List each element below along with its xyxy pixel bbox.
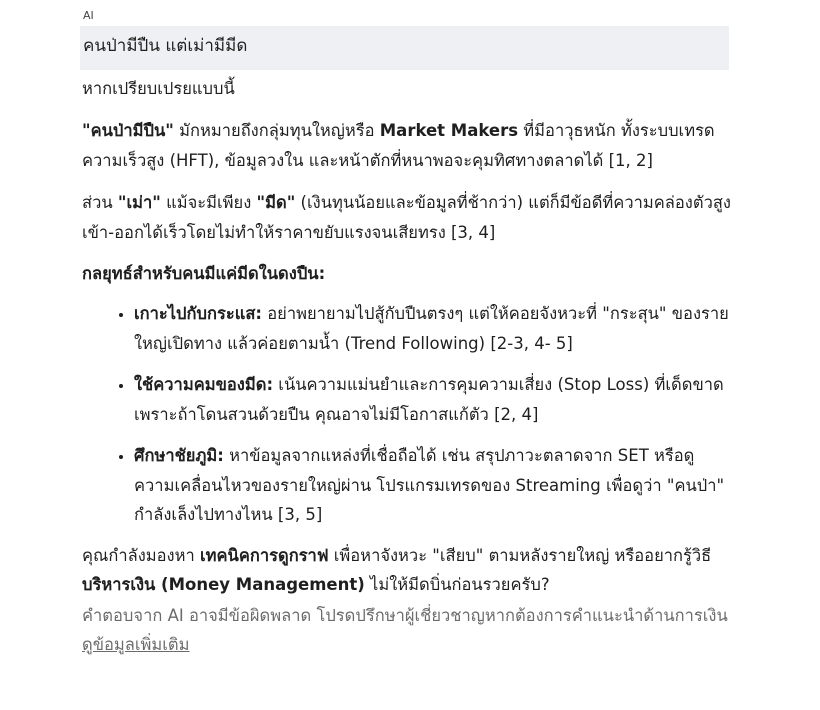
more-info-link[interactable]: ดูข้อมูลเพิ่มเติม [82, 634, 190, 654]
user-query-text: คนป่ามีปืน แต่เม่ามีมีด [83, 36, 248, 56]
ai-disclaimer [82, 601, 732, 659]
strategy-heading: กลยุทธ์สำหรับคนมีแค่มีดในดงปืน: [82, 264, 326, 283]
bold-term: "มีด" [256, 193, 296, 212]
list-item [134, 441, 732, 530]
paragraph-text: ส่วน [82, 193, 118, 212]
list-item [134, 299, 732, 358]
paragraph-text: ที่มีอาวุธหนัก ทั้งระบบเทรดความเร็วสูง (HFT), ข้อมูลวงใน และหน้าตักที่หนาพอจะคุมทิศทางตลาดได้ [1, 2] [82, 121, 715, 170]
closing-question [82, 541, 732, 599]
bold-term: "คนป่ามีปืน" [82, 121, 174, 140]
bullet-title: เกาะไปกับกระแส: [134, 304, 263, 323]
paragraph-text: คุณกำลังมองหา [82, 545, 200, 565]
paragraph-text: แม้จะมีเพียง [160, 193, 257, 212]
bullet-text: อย่าพยายามไปสู้กับปืนตรงๆ แต่ให้คอยจังหวะที่ "กระสุน" ของรายใหญ่เปิดทาง แล้วค่อยตามน้ำ (Trend Following) [2-3, 4- 5] [134, 304, 729, 353]
answer-intro: หากเปรียบเปรยแบบนี้ [82, 79, 235, 98]
bold-term: Market Makers [379, 121, 519, 140]
paragraph-text: เพื่อหาจังหวะ "เสียบ" ตามหลังรายใหญ่ หรืออยากรู้วิธี [328, 545, 712, 565]
bullet-text: หาข้อมูลจากแหล่งที่เชื่อถือได้ เช่น สรุปภาวะตลาดจาก SET หรือดูความเคลื่อนไหวของรายใหญ่ผ่าน โปรแกรมเทรดของ Streaming เพื่อดูว่า "คนป่า" กำลังเล็งไปทางไหน [3, 5] [134, 446, 725, 524]
paragraph-text: ไม่ให้มีดบิ่นก่อนรวยครับ? [364, 574, 550, 594]
answer-paragraph-1 [82, 116, 732, 176]
bold-term: บริหารเงิน (Money Management) [82, 574, 365, 594]
disclaimer-text: คำตอบจาก AI อาจมีข้อผิดพลาด โปรดปรึกษาผู้เชี่ยวชาญหากต้องการคำแนะนำด้านการเงิน [82, 605, 728, 625]
list-item [134, 370, 732, 429]
bold-term: "เม่า" [117, 193, 161, 212]
answer-paragraph-2 [82, 188, 732, 248]
paragraph-text: มักหมายถึงกลุ่มทุนใหญ่หรือ [173, 121, 380, 140]
bold-term: เทคนิคการดูกราฟ [200, 545, 329, 565]
paragraph-text: (เงินทุนน้อยและข้อมูลที่ช้ากว่า) แต่ก็มีข้อดีที่ความคล่องตัวสูง เข้า-ออกได้เร็วโดยไม่ทำให้ราคาขยับแรงจนเสียทรง [3, 4] [82, 193, 731, 242]
strategy-list [82, 299, 732, 530]
bullet-title: ศึกษาชัยภูมิ: [134, 446, 224, 465]
answer-body [82, 74, 732, 659]
ai-label: AI [83, 9, 94, 22]
bullet-title: ใช้ความคมของมีด: [134, 375, 274, 394]
user-query-bubble [80, 26, 729, 70]
bullet-text: เน้นความแม่นยำและการคุมความเสี่ยง (Stop Loss) ที่เด็ดขาด เพราะถ้าโดนสวนด้วยปืน คุณอาจไม่มีโอกาสแก้ตัว [2, 4] [134, 375, 724, 424]
